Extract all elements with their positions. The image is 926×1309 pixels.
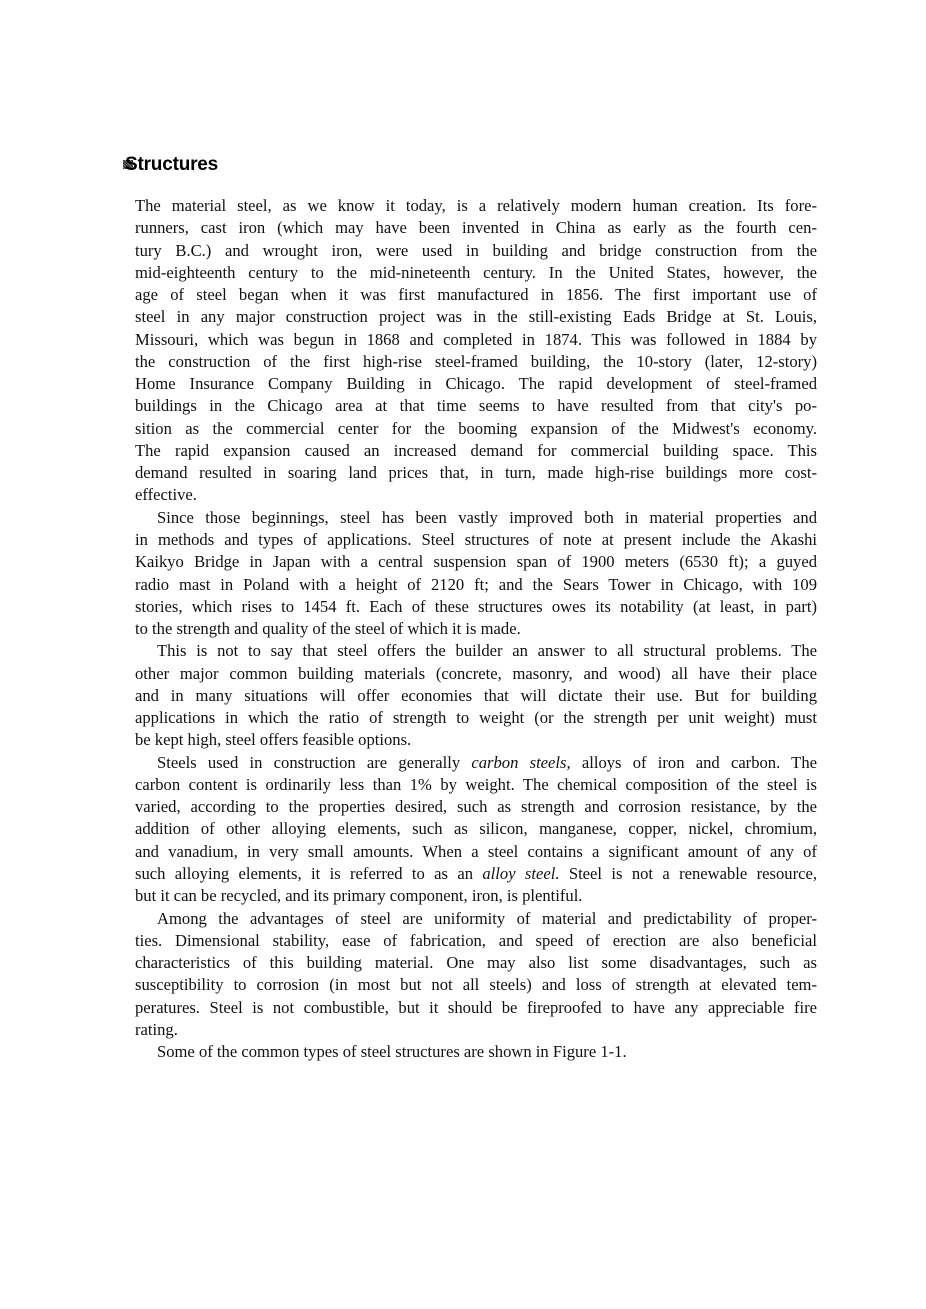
- text-line: but it can be recycled, and its primary component, iron, is plentiful.: [135, 886, 583, 906]
- text-span: such alloying elements, it is referred to as an: [135, 863, 483, 883]
- paragraph: [135, 640, 817, 751]
- text-line: varied, according to the properties desired, such as strength and corrosion resistance, by the: [135, 797, 817, 817]
- text-line: The material steel, as we know it today, is a relatively modern human creation. Its fore-: [135, 196, 817, 215]
- text-line: steel in any major construction project was in the still-existing Eads Bridge at St. Louis,: [135, 307, 817, 327]
- paragraph: [135, 752, 817, 908]
- section-heading: Structures: [125, 154, 219, 175]
- text-line: The rapid expansion caused an increased demand for commercial building space. This: [135, 440, 817, 460]
- text-line: and in many situations will offer economies that will dictate their use. But for building: [135, 685, 817, 705]
- paragraph: [135, 908, 817, 1042]
- text-span: alloys of iron and carbon. The: [570, 752, 817, 772]
- text-line: carbon content is ordinarily less than 1% by weight. The chemical composition of the steel is: [135, 774, 817, 794]
- text-line: characteristics of this building material. One may also list some disadvantages, such as: [135, 953, 817, 973]
- text-line: peratures. Steel is not combustible, but it should be fireproofed to have any appreciable fire: [135, 997, 817, 1017]
- text-line: mid-eighteenth century to the mid-nineteenth century. In the United States, however, the: [135, 262, 817, 282]
- text-line: buildings in the Chicago area at that time seems to have resulted from that city's po-: [135, 396, 817, 416]
- text-line: ties. Dimensional stability, ease of fabrication, and speed of erection are also beneficial: [135, 930, 817, 950]
- text-line: tury B.C.) and wrought iron, were used in building and bridge construction from the: [135, 240, 817, 260]
- text-line: susceptibility to corrosion (in most but not all steels) and loss of strength at elevated tem-: [135, 975, 817, 995]
- text-line: age of steel began when it was first manufactured in 1856. The first important use of: [135, 285, 817, 305]
- text-line: demand resulted in soaring land prices that, in turn, made high-rise buildings more cost-: [135, 463, 817, 483]
- text-line: in methods and types of applications. Steel structures of note at present include the Akashi: [135, 529, 817, 549]
- text-line: other major common building materials (concrete, masonry, and wood) all have their place: [135, 663, 817, 683]
- text-line: Since those beginnings, steel has been vastly improved both in material properties and: [157, 507, 817, 527]
- text-line: [135, 863, 817, 885]
- text-line: Home Insurance Company Building in Chicago. The rapid development of steel-framed: [135, 374, 817, 394]
- text-line: [135, 752, 817, 774]
- text-line: applications in which the ratio of strength to weight (or the strength per unit weight) must: [135, 708, 817, 728]
- italic-term: carbon steels,: [471, 752, 571, 772]
- text-line: This is not to say that steel offers the builder an answer to all structural problems. The: [157, 641, 817, 661]
- paragraph: [135, 1041, 817, 1063]
- text-line: sition as the commercial center for the booming expansion of the Midwest's economy.: [135, 418, 817, 438]
- text-line: rating.: [135, 1019, 178, 1039]
- text-line: be kept high, steel offers feasible options.: [135, 730, 412, 750]
- text-line: Some of the common types of steel structures are shown in Figure 1-1.: [157, 1042, 627, 1062]
- text-line: radio mast in Poland with a height of 2120 ft; and the Sears Tower in Chicago, with 109: [135, 574, 817, 594]
- text-line: Among the advantages of steel are uniformity of material and predictability of proper-: [157, 908, 817, 928]
- text-line: and vanadium, in very small amounts. When a steel contains a significant amount of any of: [135, 841, 817, 861]
- text-line: stories, which rises to 1454 ft. Each of these structures owes its notability (at least, in part): [135, 596, 817, 616]
- text-line: effective.: [135, 485, 197, 505]
- text-span: Steel is not a renewable resource,: [559, 863, 817, 883]
- body-text: [135, 195, 817, 1063]
- text-line: addition of other alloying elements, such as silicon, manganese, copper, nickel, chromium,: [135, 819, 817, 839]
- italic-term: alloy steel.: [482, 863, 560, 883]
- text-line: runners, cast iron (which may have been invented in China as early as the fourth cen-: [135, 218, 817, 238]
- text-line: the construction of the first high-rise steel-framed building, the 10-story (later, 12-story): [135, 351, 817, 371]
- paragraph: [135, 195, 817, 507]
- text-line: Kaikyo Bridge in Japan with a central suspension span of 1900 meters (6530 ft); a guyed: [135, 552, 817, 572]
- text-line: Missouri, which was begun in 1868 and completed in 1874. This was followed in 1884 by: [135, 329, 817, 349]
- paragraph: [135, 507, 817, 641]
- text-line: to the strength and quality of the steel of which it is made.: [135, 619, 521, 639]
- text-span: Steels used in construction are generally: [157, 752, 472, 772]
